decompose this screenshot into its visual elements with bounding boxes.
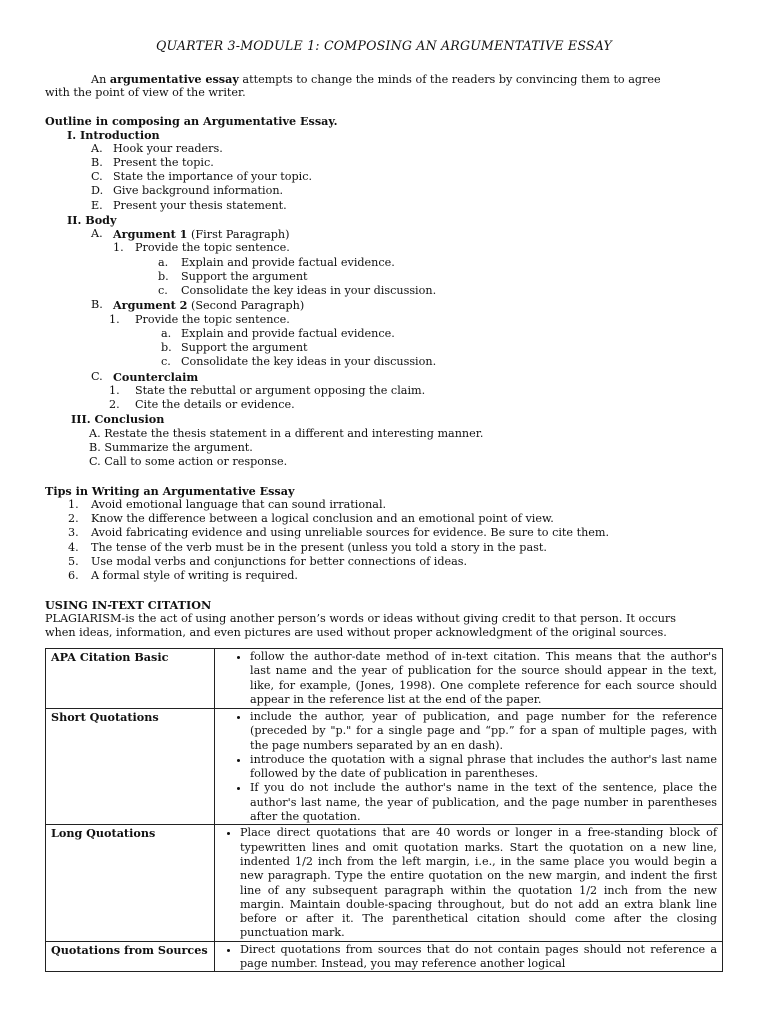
argument-2-step: Provide the topic sentence. — [135, 313, 290, 326]
apa-cell — [215, 649, 723, 709]
plagiarism-line-2: when ideas, information, and even pictures are used without proper acknowledgment of the original sources. — [45, 626, 667, 639]
outline-body-label: II. Body — [67, 213, 117, 227]
argument-1-marker: A. — [91, 227, 103, 240]
citation-heading: USING IN-TEXT CITATION — [45, 598, 212, 612]
citation-table — [45, 648, 723, 972]
long-quotations-label: Long Quotations — [46, 825, 215, 941]
outline-intro-marker: D. — [91, 184, 104, 197]
argument-2-sub-item: Support the argument — [181, 341, 308, 354]
tip-marker: 1. — [68, 498, 79, 511]
apa-text: • follow the author-date method of in-text citation. This means that the author's last name and the year of publication for the source should appear in the text, like, for example, (Jones, 1998). One complete reference for each source should appear in the reference list at the end of the paper. — [250, 650, 717, 707]
conclusion-item: C. Call to some action or response. — [89, 455, 288, 468]
conclusion-item: B. Summarize the argument. — [89, 441, 253, 454]
outline-intro-marker: B. — [91, 156, 103, 169]
outline-intro-item: Hook your readers. — [113, 142, 223, 155]
tip-marker: 6. — [68, 569, 79, 582]
argument-2-marker: B. — [91, 298, 103, 311]
outline-intro-marker: A. — [91, 142, 103, 155]
argument-1-sub-item: Explain and provide factual evidence. — [181, 256, 395, 269]
argument-2-step-marker: 1. — [109, 313, 120, 326]
argument-2-sub-marker: c. — [161, 355, 171, 368]
argument-1-step-marker: 1. — [113, 241, 124, 254]
tip-marker: 5. — [68, 555, 79, 568]
tip-marker: 3. — [68, 526, 79, 539]
short-quotations-cell — [215, 709, 723, 825]
short-quotations-label: Short Quotations — [46, 709, 215, 825]
plagiarism-line-1: PLAGIARISM-is the act of using another person’s words or ideas without giving credit to that person. It occurs — [45, 612, 677, 625]
tip-item: The tense of the verb must be in the present (unless you told a story in the past. — [91, 541, 547, 554]
quotations-from-sources-label: Quotations from Sources — [46, 941, 215, 972]
outline-intro-item: Give background information. — [113, 184, 284, 197]
outline-intro-item: Present your thesis statement. — [113, 199, 287, 212]
tip-item: Know the difference between a logical conclusion and an emotional point of view. — [91, 512, 554, 525]
argument-2-heading: Argument 2 (Second Paragraph) — [113, 298, 305, 312]
counterclaim-item: Cite the details or evidence. — [135, 398, 295, 411]
conclusion-item: A. Restate the thesis statement in a different and interesting manner. — [89, 427, 484, 440]
argument-1-sub-marker: c. — [158, 284, 168, 297]
intro-line-1 — [91, 72, 661, 87]
table-row — [46, 941, 723, 972]
argument-1-sub-marker: a. — [158, 256, 169, 269]
tips-heading: Tips in Writing an Argumentative Essay — [45, 484, 295, 498]
argument-1-sub-item: Consolidate the key ideas in your discussion. — [181, 284, 437, 297]
table-row — [46, 709, 723, 825]
argument-1-heading: Argument 1 (First Paragraph) — [113, 227, 290, 241]
argument-1-sub-item: Support the argument — [181, 270, 308, 283]
tip-marker: 2. — [68, 512, 79, 525]
outline-heading: Outline in composing an Argumentative Essay. — [45, 114, 338, 128]
long-quotations-cell — [215, 825, 723, 941]
outline-conclusion-label: III. Conclusion — [71, 412, 165, 426]
intro-rest: attempts to change the minds of the readers by convincing them to agree — [238, 73, 661, 86]
table-row — [46, 649, 723, 709]
tip-item: Avoid emotional language that can sound irrational. — [91, 498, 387, 511]
quotations-from-sources-cell — [215, 941, 723, 972]
intro-prefix: An — [91, 73, 110, 86]
tip-item: A formal style of writing is required. — [91, 569, 298, 582]
argument-2-sub-marker: b. — [161, 341, 172, 354]
intro-line-2: with the point of view of the writer. — [45, 86, 246, 99]
short-quotation-item: • include the author, year of publication, and page number for the reference (preceded by "p." for a single page and “pp.” for a span of multiple pages, with the page numbers separated by an en dash). — [250, 710, 717, 753]
quotations-from-sources-text: • Direct quotations from sources that do not contain pages should not reference a page number. Instead, you may reference another logical — [240, 943, 717, 972]
outline-intro-item: Present the topic. — [113, 156, 214, 169]
intro-term: argumentative essay — [109, 72, 239, 86]
argument-2-sub-item: Explain and provide factual evidence. — [181, 327, 395, 340]
page-title: QUARTER 3-MODULE 1: COMPOSING AN ARGUMENTATIVE ESSAY — [155, 38, 613, 53]
counterclaim-heading: Counterclaim — [113, 370, 199, 384]
argument-2-sub-marker: a. — [161, 327, 172, 340]
tip-marker: 4. — [68, 541, 79, 554]
short-quotation-item: • introduce the quotation with a signal phrase that includes the author's last name followed by the date of publication in parentheses. — [250, 753, 717, 782]
long-quotations-text: • Place direct quotations that are 40 words or longer in a free-standing block of typewritten lines and omit quotation marks. Start the quotation on a new line, indented 1/2 inch from the left margin, i.e., in the same place you would begin a new paragraph. Type the entire quotation on the new margin, and indent the first line of any subsequent paragraph within the quotation 1/2 inch from the new margin. Maintain double-spacing throughout, but do not add an extra blank line before or after it. The parenthetical citation should come after the closing punctuation mark. — [240, 826, 717, 940]
outline-introduction-label: I. Introduction — [67, 128, 160, 142]
short-quotation-item: • If you do not include the author's name in the text of the sentence, place the author's last name, the year of publication, and the page number in parentheses after the quotation. — [250, 781, 717, 824]
outline-intro-marker: C. — [91, 170, 103, 183]
table-row — [46, 825, 723, 941]
tip-item: Avoid fabricating evidence and using unreliable sources for evidence. Be sure to cite them. — [91, 526, 610, 539]
tip-item: Use modal verbs and conjunctions for better connections of ideas. — [91, 555, 468, 568]
outline-intro-marker: E. — [91, 199, 103, 212]
counterclaim-marker: C. — [91, 370, 103, 383]
counterclaim-item: State the rebuttal or argument opposing the claim. — [135, 384, 426, 397]
outline-intro-item: State the importance of your topic. — [113, 170, 313, 183]
argument-1-step: Provide the topic sentence. — [135, 241, 290, 254]
apa-label: APA Citation Basic — [46, 649, 215, 709]
argument-1-sub-marker: b. — [158, 270, 169, 283]
counterclaim-marker: 2. — [109, 398, 120, 411]
argument-2-sub-item: Consolidate the key ideas in your discussion. — [181, 355, 437, 368]
counterclaim-marker: 1. — [109, 384, 120, 397]
